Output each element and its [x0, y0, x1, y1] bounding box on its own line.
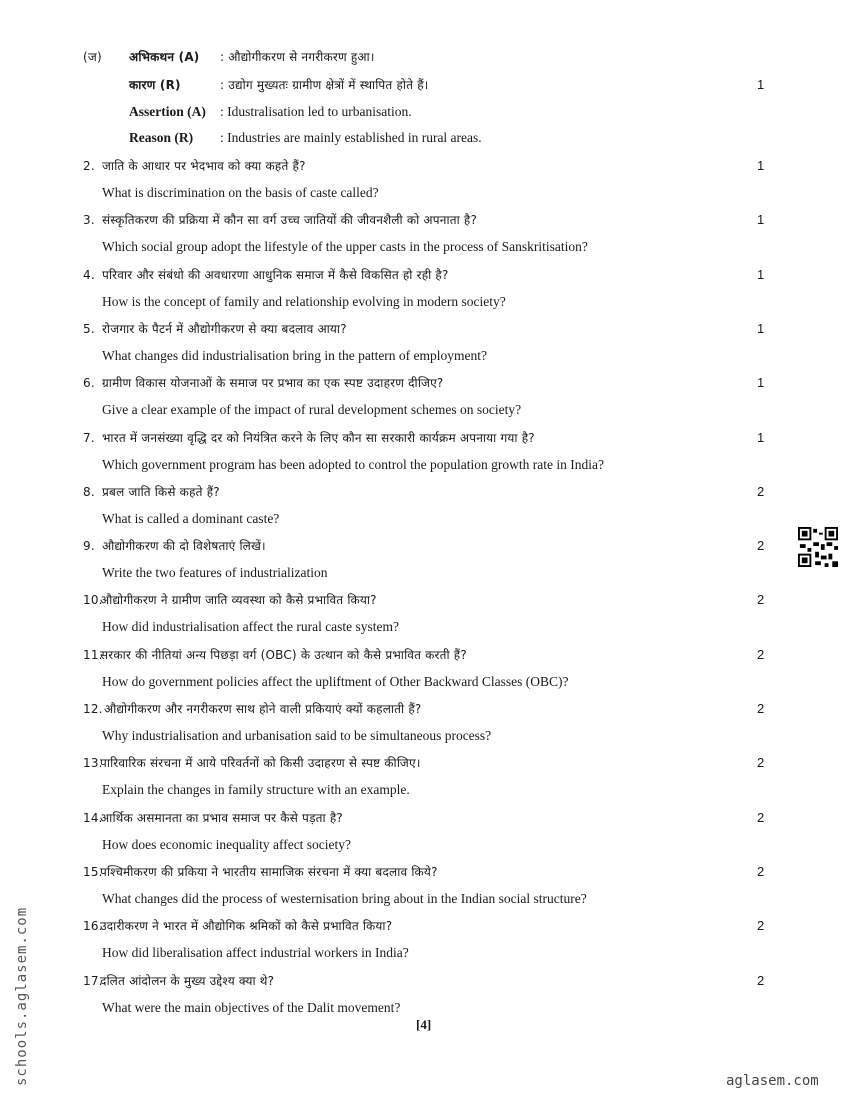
- question-marks: 2: [757, 647, 765, 662]
- question-hindi-text: पारिवारिक संरचना में आये परिवर्तनों को किसी उदाहरण से स्पष्ट कीजिए।: [100, 756, 421, 770]
- corner-watermark: aglasem.com: [726, 1073, 819, 1089]
- question-marks: 1: [757, 430, 765, 445]
- question-hindi: [83, 591, 377, 609]
- assertion-en-text: : Idustralisation led to urbanisation.: [220, 104, 412, 119]
- question-marks: 2: [757, 484, 765, 499]
- question-marks: 2: [757, 592, 765, 607]
- question-number: 11.: [83, 648, 103, 662]
- question-english: Which government program has been adopted to control the population growth rate in India?: [102, 457, 604, 472]
- question-hindi: [83, 266, 449, 284]
- question-number: 14.: [83, 811, 103, 825]
- question-number: 13.: [83, 756, 103, 770]
- question-hindi-text: जाति के आधार पर भेदभाव को क्या कहते हैं?: [102, 159, 306, 173]
- question-english: What changes did the process of westernisation bring about in the Indian social structure?: [102, 891, 587, 906]
- question-marks: 1: [757, 321, 765, 336]
- question-number: 8.: [83, 485, 95, 499]
- question-hindi: [83, 646, 467, 664]
- question-hindi: [83, 917, 392, 935]
- question-hindi: [83, 374, 443, 392]
- question-hindi: [83, 863, 438, 881]
- question-hindi: [83, 211, 477, 229]
- question-marks: 2: [757, 864, 765, 879]
- question-number: 7.: [83, 431, 95, 445]
- reason-en-text: : Industries are mainly established in rural areas.: [220, 130, 482, 145]
- question-marks: 1: [757, 212, 765, 227]
- question-number: 10.: [83, 593, 103, 607]
- question-hindi-text: आर्थिक असमानता का प्रभाव समाज पर कैसे पड़ता है?: [100, 811, 343, 825]
- question-number: 3.: [83, 213, 95, 227]
- question-hindi-text: औद्योगीकरण ने ग्रामीण जाति व्यवस्था को कैसे प्रभावित किया?: [100, 593, 377, 607]
- question-number: 6.: [83, 376, 95, 390]
- question-english: Give a clear example of the impact of rural development schemes on society?: [102, 402, 522, 417]
- question-hindi: [83, 537, 266, 555]
- question-english: How do government policies affect the upliftment of Other Backward Classes (OBC)?: [102, 674, 569, 689]
- question-hindi-text: प्रबल जाति किसे कहते हैं?: [102, 485, 220, 499]
- question-hindi-text: ग्रामीण विकास योजनाओं के समाज पर प्रभाव का एक स्पष्ट उदाहरण दीजिए?: [102, 376, 444, 390]
- question-hindi-text: दलित आंदोलन के मुख्य उद्देश्य क्या थे?: [100, 974, 275, 988]
- assertion-hi-text: : औद्योगीकरण से नगरीकरण हुआ।: [220, 50, 375, 64]
- question-number: 16.: [83, 919, 103, 933]
- question-hindi: [83, 483, 220, 501]
- page-number: [4]: [416, 1017, 432, 1032]
- question-hindi-text: उदारीकरण ने भारत में औद्योगिक श्रमिकों को कैसे प्रभावित किया?: [100, 919, 393, 933]
- question-english: Why industrialisation and urbanisation said to be simultaneous process?: [102, 728, 492, 743]
- question-hindi: [83, 754, 421, 772]
- assertion-hi-label: अभिकथन (A): [129, 50, 200, 64]
- question-hindi: [83, 157, 306, 175]
- reason-hi-label: कारण (R): [129, 78, 181, 92]
- assertion-en-label: Assertion (A): [129, 104, 206, 119]
- question-marks: 2: [757, 538, 765, 553]
- question-english: What is called a dominant caste?: [102, 511, 280, 526]
- question-marks: 2: [757, 755, 765, 770]
- question-number: 17.: [83, 974, 103, 988]
- intro-marks: 1: [757, 77, 765, 92]
- qr-code-icon: [798, 527, 838, 567]
- question-hindi-text: सरकार की नीतियां अन्य पिछड़ा वर्ग (OBC) के उत्थान को कैसे प्रभावित करती हैं?: [100, 648, 467, 662]
- question-hindi: [83, 429, 535, 447]
- intro-item-label: (ज): [83, 50, 102, 64]
- question-hindi-text: रोजगार के पैटर्न में औद्योगीकरण से क्या बदलाव आया?: [102, 322, 347, 336]
- question-english: Explain the changes in family structure with an example.: [102, 782, 410, 797]
- question-marks: 2: [757, 973, 765, 988]
- question-hindi-text: भारत में जनसंख्या वृद्धि दर को नियंत्रित करने के लिए कौन सा सरकारी कार्यक्रम अपनाया गया है?: [102, 431, 535, 445]
- question-number: 4.: [83, 268, 95, 282]
- question-number: 2.: [83, 159, 95, 173]
- question-hindi-text: पश्चिमीकरण की प्रकिया ने भारतीय सामाजिक संरचना में क्या बदलाव किये?: [100, 865, 438, 879]
- question-number: 5.: [83, 322, 95, 336]
- side-watermark: schools.aglasem.com: [14, 906, 30, 1086]
- question-hindi-text: औद्योगीकरण और नगरीकरण साथ होने वाली प्रकियाएं क्यों कहलाती हैं?: [100, 702, 422, 716]
- question-hindi-text: औद्योगीकरण की दो विशेषताएं लिखें।: [102, 539, 266, 553]
- question-english: How did industrialisation affect the rural caste system?: [102, 619, 400, 634]
- reason-en-label: Reason (R): [129, 130, 194, 145]
- question-marks: 2: [757, 918, 765, 933]
- question-marks: 2: [757, 810, 765, 825]
- question-number: 15.: [83, 865, 103, 879]
- question-hindi: [83, 809, 343, 827]
- question-english: How did liberalisation affect industrial workers in India?: [102, 945, 409, 960]
- question-hindi: [83, 972, 274, 990]
- question-hindi: [83, 320, 347, 338]
- question-number: 12.: [83, 702, 103, 716]
- question-english: How does economic inequality affect society?: [102, 837, 352, 852]
- question-marks: 2: [757, 701, 765, 716]
- question-english: What changes did industrialisation bring in the pattern of employment?: [102, 348, 488, 363]
- question-english: How is the concept of family and relationship evolving in modern society?: [102, 294, 506, 309]
- question-english: Which social group adopt the lifestyle of the upper casts in the process of Sanskritisation?: [102, 239, 588, 254]
- question-marks: 1: [757, 158, 765, 173]
- question-english: Write the two features of industrialization: [102, 565, 328, 580]
- question-english: What is discrimination on the basis of caste called?: [102, 185, 379, 200]
- question-number: 9.: [83, 539, 95, 553]
- question-marks: 1: [757, 375, 765, 390]
- question-hindi: [83, 700, 422, 718]
- question-hindi-text: परिवार और संबंधो की अवधारणा आधुनिक समाज में कैसे विकसित हो रही है?: [102, 268, 449, 282]
- question-marks: 1: [757, 267, 765, 282]
- question-english: What were the main objectives of the Dalit movement?: [102, 1000, 401, 1015]
- question-hindi-text: संस्कृतिकरण की प्रक्रिया में कौन सा वर्ग उच्च जातियों की जीवनशैली को अपनाता है?: [102, 213, 478, 227]
- reason-hi-text: : उद्योग मुख्यतः ग्रामीण क्षेत्रों में स्थापित होते हैं।: [220, 78, 429, 92]
